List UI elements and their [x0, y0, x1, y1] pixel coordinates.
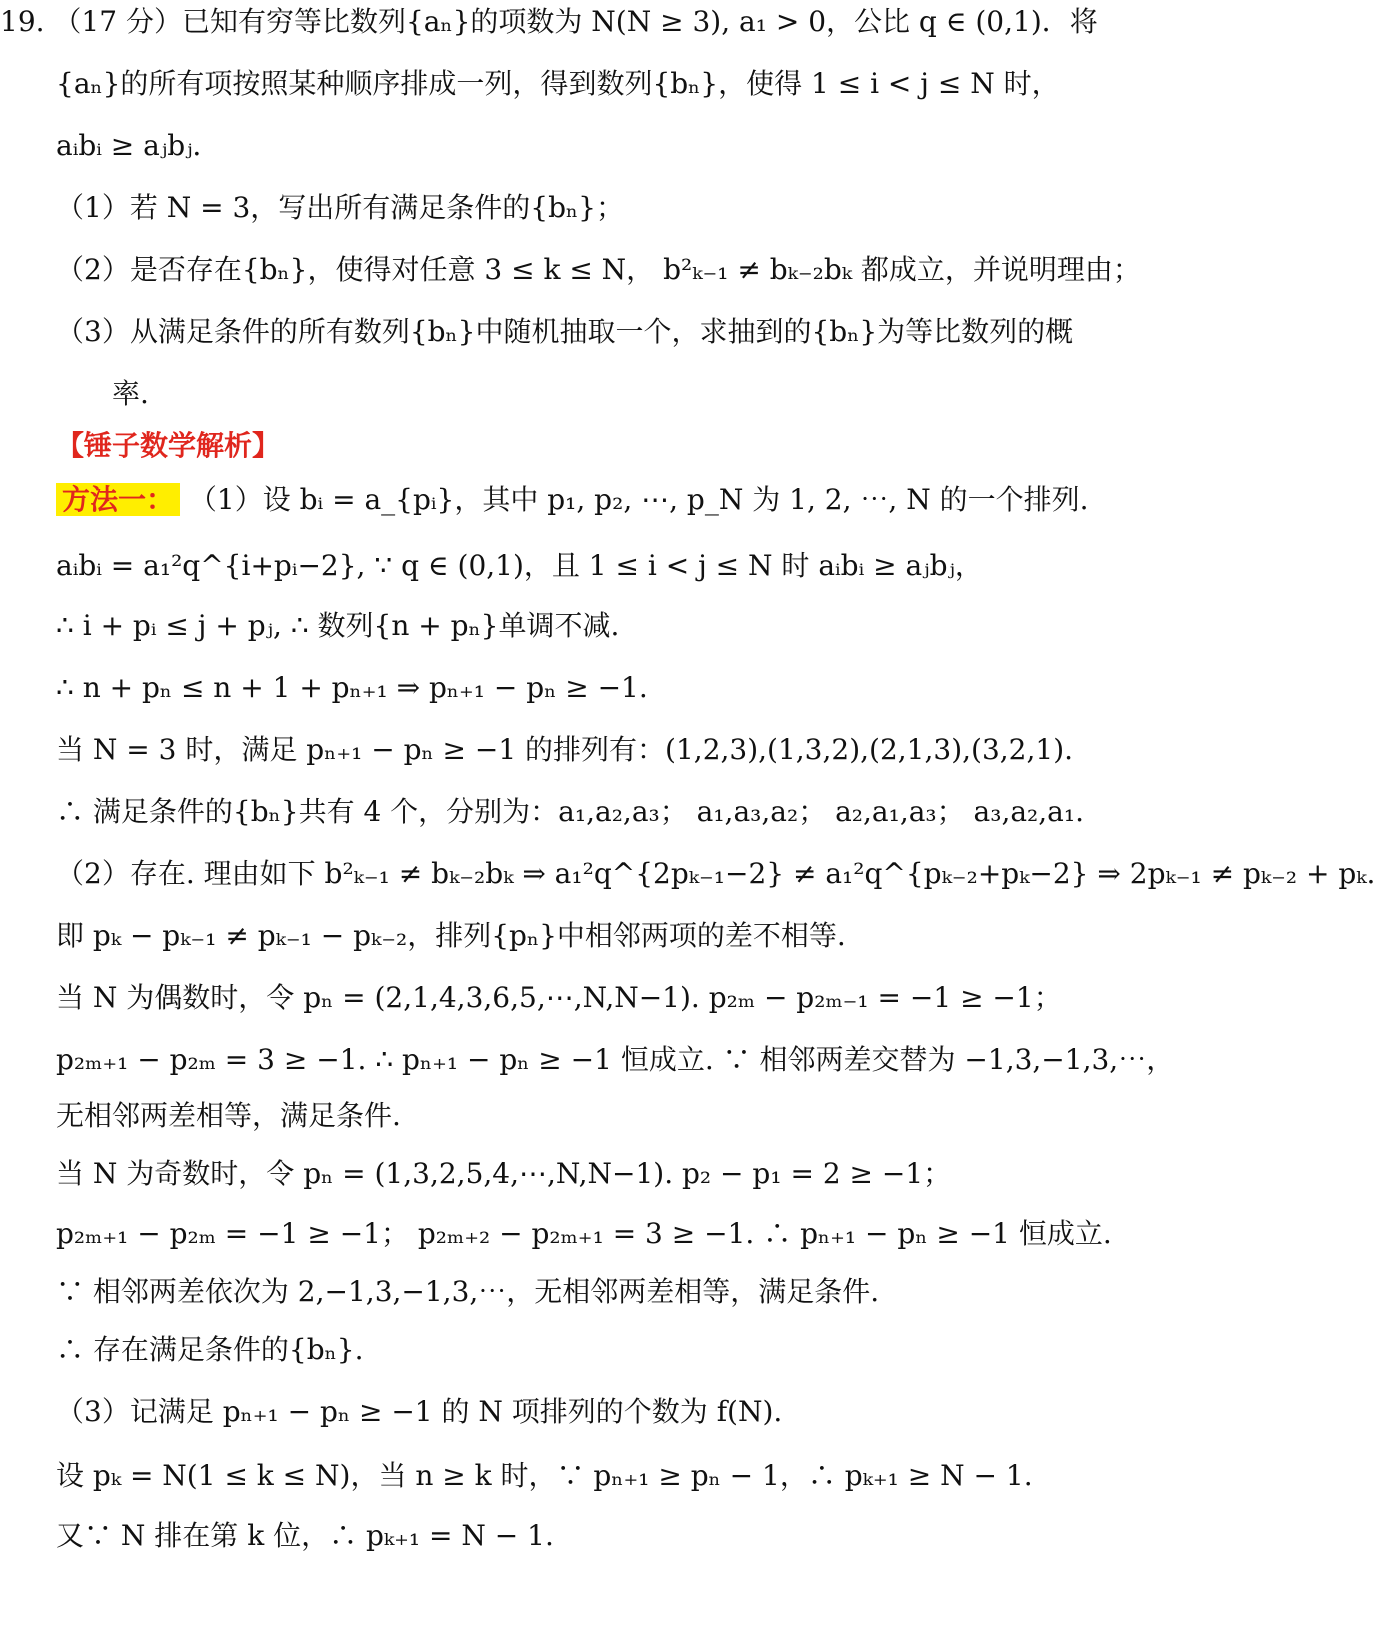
- question-3-line-1: （3）从满足条件的所有数列{bₙ}中随机抽取一个，求抽到的{bₙ}为等比数列的概: [56, 315, 1074, 348]
- method-one-label: 方法一：: [56, 483, 180, 516]
- solution-line-2: ∴ i + pᵢ ≤ j + pⱼ, ∴ 数列{n + pₙ}单调不减.: [56, 609, 620, 642]
- solution-line-16: 设 pₖ = N(1 ≤ k ≤ N)，当 n ≥ k 时，∵ pₙ₊₁ ≥ pₙ − 1，∴ pₖ₊₁ ≥ N − 1.: [56, 1459, 1033, 1492]
- question-3-line-2: 率.: [112, 377, 149, 410]
- solution-line-1: aᵢbᵢ = a₁²q^{i+pᵢ−2}, ∵ q ∈ (0,1)，且 1 ≤ i < j ≤ N 时 aᵢbᵢ ≥ aⱼbⱼ，: [56, 549, 983, 582]
- solution-line-12: p₂ₘ₊₁ − p₂ₘ = −1 ≥ −1； p₂ₘ₊₂ − p₂ₘ₊₁ = 3 ≥ −1. ∴ pₙ₊₁ − pₙ ≥ −1 恒成立.: [56, 1217, 1112, 1250]
- solution-line-14: ∴ 存在满足条件的{bₙ}.: [56, 1333, 364, 1366]
- solution-header: 【锤子数学解析】: [56, 429, 281, 462]
- question-1: （1）若 N = 3，写出所有满足条件的{bₙ}；: [56, 191, 624, 224]
- solution-line-7: 即 pₖ − pₖ₋₁ ≠ pₖ₋₁ − pₖ₋₂，排列{pₙ}中相邻两项的差不相等.: [56, 919, 846, 952]
- solution-line-13: ∵ 相邻两差依次为 2,−1,3,−1,3,⋯，无相邻两差相等，满足条件.: [56, 1275, 880, 1308]
- solution-line-15: （3）记满足 pₙ₊₁ − pₙ ≥ −1 的 N 项排列的个数为 f(N).: [56, 1395, 783, 1428]
- solution-line-3: ∴ n + pₙ ≤ n + 1 + pₙ₊₁ ⇒ pₙ₊₁ − pₙ ≥ −1.: [56, 671, 648, 704]
- question-2: （2）是否存在{bₙ}，使得对任意 3 ≤ k ≤ N， b²ₖ₋₁ ≠ bₖ₋₂bₖ 都成立，并说明理由；: [56, 253, 1141, 286]
- problem-line-1: 19. （17 分）已知有穷等比数列{aₙ}的项数为 N(N ≥ 3), a₁ > 0，公比 q ∈ (0,1)．将: [0, 5, 1098, 38]
- solution-line-5: ∴ 满足条件的{bₙ}共有 4 个，分别为：a₁,a₂,a₃； a₁,a₃,a₂； a₂,a₁,a₃； a₃,a₂,a₁.: [56, 795, 1085, 828]
- solution-line-4: 当 N = 3 时，满足 pₙ₊₁ − pₙ ≥ −1 的排列有：(1,2,3),(1,3,2),(2,1,3),(3,2,1).: [56, 733, 1074, 766]
- solution-line-6: （2）存在. 理由如下 b²ₖ₋₁ ≠ bₖ₋₂bₖ ⇒ a₁²q^{2pₖ₋₁−2} ≠ a₁²q^{pₖ₋₂+pₖ−2} ⇒ 2pₖ₋₁ ≠ pₖ₋₂ + pₖ.: [56, 857, 1375, 890]
- solution-line-11: 当 N 为奇数时，令 pₙ = (1,3,2,5,4,⋯,N,N−1). p₂ − p₁ = 2 ≥ −1；: [56, 1157, 952, 1190]
- solution-line-9: p₂ₘ₊₁ − p₂ₘ = 3 ≥ −1. ∴ pₙ₊₁ − pₙ ≥ −1 恒成立. ∵ 相邻两差交替为 −1,3,−1,3,⋯，: [56, 1043, 1175, 1076]
- solution-line-8: 当 N 为偶数时，令 pₙ = (2,1,4,3,6,5,⋯,N,N−1). p₂ₘ − p₂ₘ₋₁ = −1 ≥ −1；: [56, 981, 1062, 1014]
- solution-line-17: 又∵ N 排在第 k 位，∴ pₖ₊₁ = N − 1.: [56, 1519, 554, 1552]
- problem-line-2: {aₙ}的所有项按照某种顺序排成一列，得到数列{bₙ}，使得 1 ≤ i < j ≤ N 时，: [56, 67, 1060, 100]
- solution-line-0: [56, 480, 1089, 520]
- solution-line-10: 无相邻两差相等，满足条件.: [56, 1099, 401, 1132]
- problem-line-3: aᵢbᵢ ≥ aⱼbⱼ．: [56, 129, 221, 162]
- solution-line-0-text: （1）设 bᵢ = a_{pᵢ}，其中 p₁, p₂, ⋯, p_N 为 1, 2, ⋯, N 的一个排列.: [188, 483, 1089, 516]
